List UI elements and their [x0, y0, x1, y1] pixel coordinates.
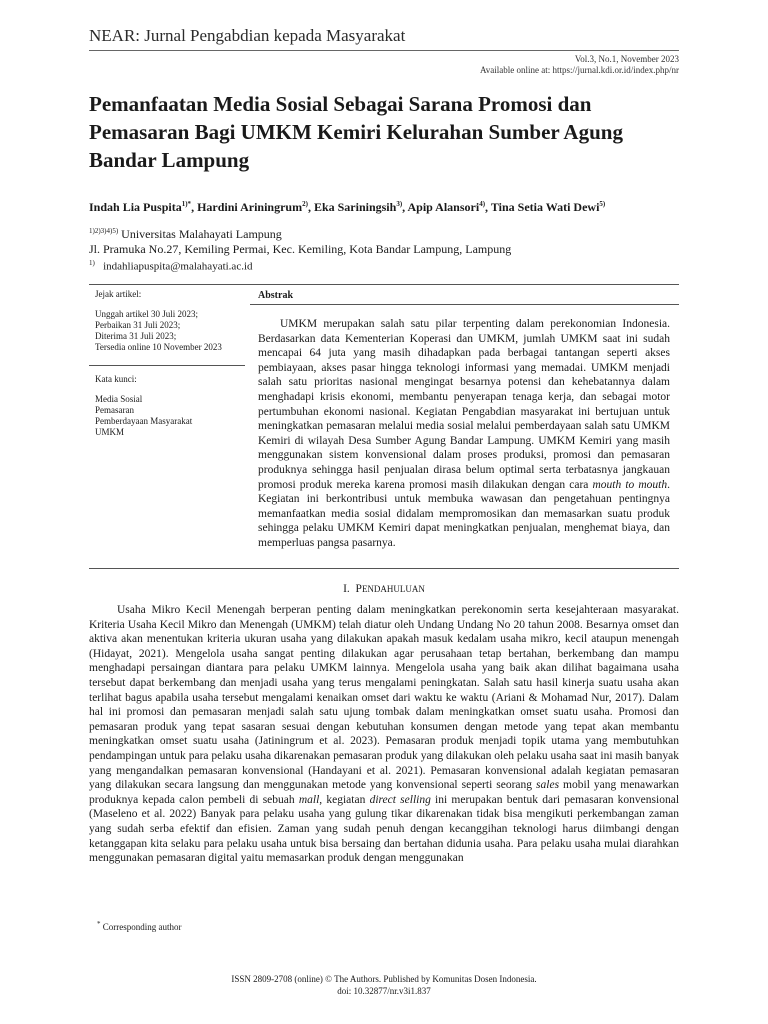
keyword: Pemberdayaan Masyarakat — [95, 416, 193, 426]
history-item: Perbaikan 31 Juli 2023; — [95, 320, 181, 330]
author-affiliation-mark: 1)* — [181, 200, 192, 208]
affiliation: Universitas Malahayati Lampung — [121, 227, 282, 241]
journal-prefix: NEAR: — [89, 26, 140, 45]
history-item: Unggah artikel 30 Juli 2023; — [95, 309, 198, 319]
email-line — [89, 259, 253, 273]
abstract-heading: Abstrak — [258, 290, 294, 301]
abstract-heading-rule — [250, 304, 679, 305]
footnote-text: Corresponding author — [100, 922, 182, 932]
footnote — [97, 920, 182, 932]
body-text: mobil yang menawarkan produknya kepada calon pembeli di sebuah — [89, 779, 679, 806]
issn-line: ISSN 2809-2708 (online) © The Authors. Published by Komunitas Dosen Indonesia. — [231, 974, 537, 984]
article-title: Pemanfaatan Media Sosial Sebagai Sarana Promosi dan Pemasaran Bagi UMKM Kemiri Kelurahan Sumber Agung Bandar Lampung — [89, 92, 623, 172]
sidebar-divider — [89, 365, 245, 366]
history-label: Jejak artikel: — [95, 289, 142, 299]
body-paragraph — [89, 603, 679, 866]
affiliation-block — [89, 224, 689, 257]
author-affiliation-mark: 2) — [302, 200, 308, 208]
abstract-part: . Kegiatan ini berkontribusi untuk membuka wawasan dan pengetahuan pentingnya memanfaatkan media sosial didalam mempromosikan dan memasarkan suatu produk sehingga pelaku UMKM Kemiri dapat meningkatkan penjualan, menghemat biaya, dan memperluas pangsa pasarnya. — [258, 478, 670, 549]
volume-label: Vol.3, No.1, November 2023 — [574, 54, 679, 64]
author-affiliation-mark: 3) — [396, 200, 403, 208]
email-mark: 1) — [89, 259, 95, 267]
abstract-bottom-rule — [89, 568, 679, 569]
author-name: Tina Setia Wati Dewi — [490, 200, 600, 214]
abstract-top-rule — [89, 284, 679, 285]
page-footer — [0, 973, 768, 997]
abstract-text — [258, 317, 670, 551]
section-number: I. — [343, 583, 350, 595]
available-online: Available online at: https://jurnal.kdi.or.id/index.php/nr — [479, 65, 679, 75]
history-item: Tersedia online 10 November 2023 — [95, 342, 222, 352]
author-list: Indah Lia Puspita$^{1)*}$, Hardini Ariningrum$^{2)}$, Eka Sariningsih$^{3)}$, Apip Alansori$^{4)}$, Tina Setia Wati Dewi$^{5)}$ — [89, 200, 606, 214]
keywords-label: Kata kunci: — [95, 374, 137, 384]
journal-title: Jurnal Pengabdian kepada Masyarakat — [140, 26, 406, 45]
author-name: Apip Alansori — [407, 200, 480, 214]
section-title-cap: P — [355, 583, 362, 595]
history-item: Diterima 31 Juli 2023; — [95, 331, 177, 341]
keyword: UMKM — [95, 427, 125, 437]
author-name: Indah Lia Puspita — [89, 200, 182, 214]
body-text: ini merupakan bentuk dari pemasaran konvensional (Maseleno et al. 2022) Banyak para pelaku usaha yang gulung tikar dikarenakan tidak bisa mengikuti perkembangan zaman yang sudah serba efektif dan efisien. Zaman yang sudah penuh dengan kecanggihan teknologi harus diimbangi dengan ketanggapan kita selaku para pelaku usaha untuk bisa bersaing dan bertahan didunia usaha. Para pelaku usaha mulai diarahkan menggunakan pemasaran digital yaitu memasarkan produk dengan menggunakan — [89, 793, 680, 865]
abstract-italic: mouth to mouth — [592, 478, 668, 491]
keyword: Pemasaran — [95, 405, 134, 415]
issue-info — [480, 54, 679, 76]
address: Jl. Pramuka No.27, Kemiling Permai, Kec. Kemiling, Kota Bandar Lampung, Lampung — [89, 242, 512, 256]
article-history — [95, 289, 245, 353]
journal-name — [89, 26, 405, 46]
section-heading — [0, 583, 768, 595]
body-italic: sales — [536, 779, 560, 792]
author-affiliation-mark: 4) — [479, 200, 486, 208]
body-italic: direct selling — [369, 793, 431, 806]
affiliation-mark: 1)2)3)4)5) — [89, 227, 119, 235]
body-text: Usaha Mikro Kecil Menengah berperan penting dalam meningkatkan perekonomin serta kesejahteraan masyarakat. Kriteria Usaha Kecil Mikro dan Menengah (UMKM) telah diatur oleh Undang Undang No 20 tahun 2008. Besarnya omset dan aktiva akan menentukan kriteria ukuran usaha yang dilakukan apakah masuk kedalam usaha mikro, kecil ataupun menengah (Hidayat, 2021). Mengelola usaha sangat penting dilakukan agar perusahaan tetap bertahan, berkembang dan mampu menghadapi persaingan diantara para pelaku UMKM lainnya. Mengelola usaha yang baik akan dilihat bagaimana usaha tersebut dapat berkembang dan menjadi usaha yang terus mengalami peningkatan. Salah satu hasil kinerja suatu usaha akan terlihat bagus apabila usaha tersebut mengalami kenaikan omset dari waktu ke waktu (Ariani & Mohamad Nur, 2017). Dalam hal ini promosi dan pemasaran menjadi salah satu ujung tombak dalam meningkatkan omset suatu usaha. Promosi dan pemasaran produk yang tepat sasaran sesuai dengan kebutuhan konsumen dengan metode yang tepat akan membantu meningkatkan omset suatu usaha (Jatiningrum et al. 2023). Pemasaran produk menjadi topik utama yang membutuhkan pendampingan untuk para pelaku usaha dikarenakan pemasaran produk yang dilakukan oleh pelaku usaha saat ini masih banyak yang mengandalkan pemasaran konvensional (Handayani et al. 2021). Pemasaran konvensional adalah kegiatan pemasaran yang dilakukan secara langsung dan menggunakan metode yang konvensional seperti seorang — [89, 604, 679, 792]
author-affiliation-mark: 5) — [599, 200, 606, 208]
body-italic: mall — [298, 793, 320, 806]
section-title-rest: ENDAHULUAN — [361, 584, 425, 594]
footnote-mark: * — [97, 920, 101, 928]
keywords — [95, 374, 245, 438]
body-text: , kegiatan — [319, 793, 370, 806]
doi-line[interactable]: doi: 10.32877/nr.v3i1.837 — [337, 986, 431, 996]
email-link[interactable]: indahliapuspita@malahayati.ac.id — [103, 260, 253, 273]
header-divider — [89, 50, 679, 51]
author-name: Eka Sariningsih — [313, 200, 397, 214]
author-name: Hardini Ariningrum — [197, 200, 303, 214]
keyword: Media Sosial — [95, 394, 143, 404]
abstract-part: UMKM merupakan salah satu pilar terpenting dalam perekonomian Indonesia. Berdasarkan data Kementerian Koperasi dan UMKM, jumlah UMKM saat ini sudah mencapai 64 juta yang masih dihadapkan pada berbagai tantangan seperti akses pembiayaan, akses pasar hingga teknologi informasi yang memadai. UMKM menjadi salah satu prioritas nasional mengingat besarnya potensi dan kehebatannya dalam menghadapi krisis ekonomi, membantu penyerapan tenaga kerja, dan sebagai motor pertumbuhan ekonomi nasional. Kegiatan Pengabdian masyarakat ini bertujuan untuk meningkatkan pemasaran melalui media sosial melalui pemberdayaan salah satu UMKM Kemiri di wilayah Desa Sumber Agung Bandar Lampung. UMKM Kemiri yang masih menggunakan sistem konvensional dalam proses produksi, promosi dan pemasaran produknya sehingga hasil penjualan dirasa belum optimal serta terbatasnya jangkauan promosi produk mereka karena promosi masih dilakukan dengan cara — [258, 318, 670, 491]
